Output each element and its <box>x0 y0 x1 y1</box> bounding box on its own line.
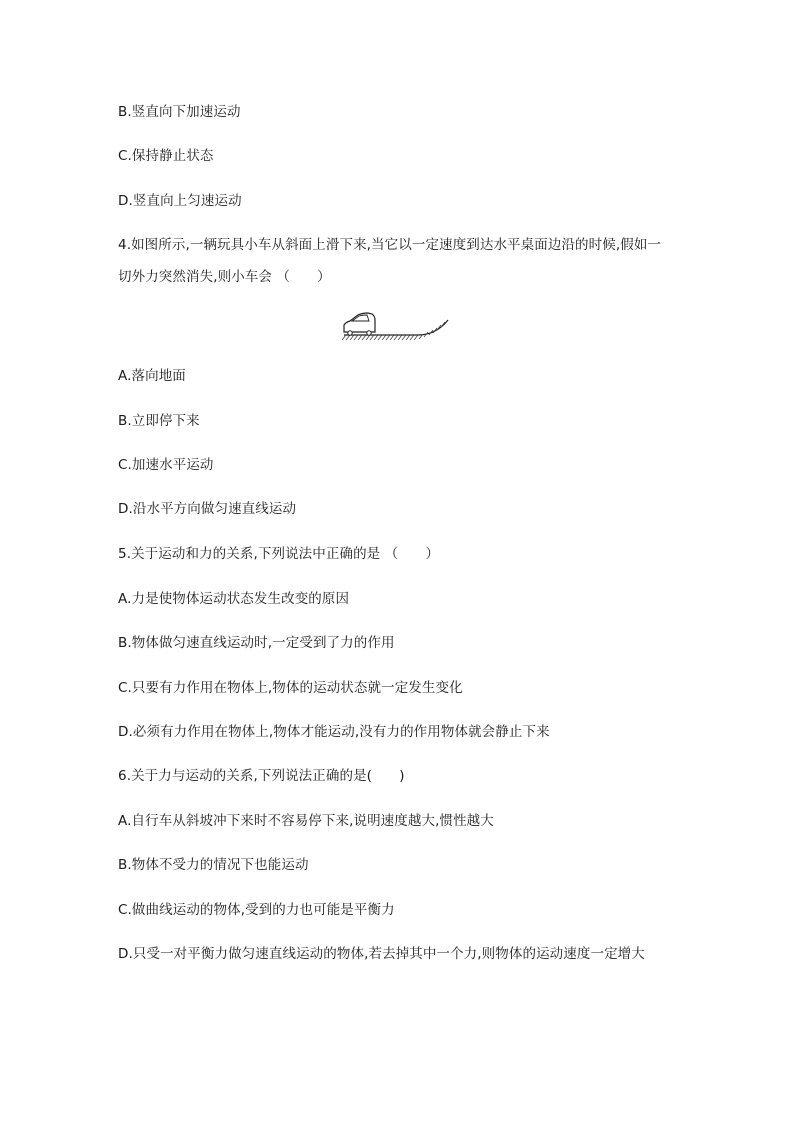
q6-option-d: D.只受一对平衡力做匀速直线运动的物体,若去掉其中一个力,则物体的运动速度一定增大 <box>118 946 645 962</box>
q4-option-c: C.加速水平运动 <box>118 457 214 473</box>
q4-option-a: A.落向地面 <box>118 368 186 384</box>
q3-option-b: B.竖直向下加速运动 <box>118 104 241 120</box>
q3-option-c: C.保持静止状态 <box>118 148 214 164</box>
toy-car-slope-figure <box>338 308 453 342</box>
q5-option-d: D.必须有力作用在物体上,物体才能运动,没有力的作用物体就会静止下来 <box>118 724 550 740</box>
q6-option-b: B.物体不受力的情况下也能运动 <box>118 857 309 873</box>
q6-option-a: A.自行车从斜坡冲下来时不容易停下来,说明速度越大,惯性越大 <box>118 813 494 829</box>
q5-option-c: C.只要有力作用在物体上,物体的运动状态就一定发生变化 <box>118 680 463 696</box>
q5-option-a: A.力是使物体运动状态发生改变的原因 <box>118 591 350 607</box>
q6-stem: 6.关于力与运动的关系,下列说法正确的是( ) <box>118 768 405 784</box>
toy-car-rear-wheel <box>367 331 371 335</box>
q4-stem-line-1: 4.如图所示,一辆玩具小车从斜面上滑下来,当它以一定速度到达水平桌面边沿的时候,假如一 <box>118 237 662 253</box>
toy-car-slope-diagram <box>338 308 453 342</box>
q5-option-b: B.物体做匀速直线运动时,一定受到了力的作用 <box>118 635 395 651</box>
q3-option-d: D.竖直向上匀速运动 <box>118 193 242 209</box>
q4-stem-line-2: 切外力突然消失,则小车会 （ ） <box>118 269 331 285</box>
q4-option-b: B.立即停下来 <box>118 413 200 429</box>
q5-stem: 5.关于运动和力的关系,下列说法中正确的是 （ ） <box>118 546 440 562</box>
q4-option-d: D.沿水平方向做匀速直线运动 <box>118 501 297 517</box>
q6-option-c: C.做曲线运动的物体,受到的力也可能是平衡力 <box>118 902 395 918</box>
toy-car-front-wheel <box>348 331 352 335</box>
